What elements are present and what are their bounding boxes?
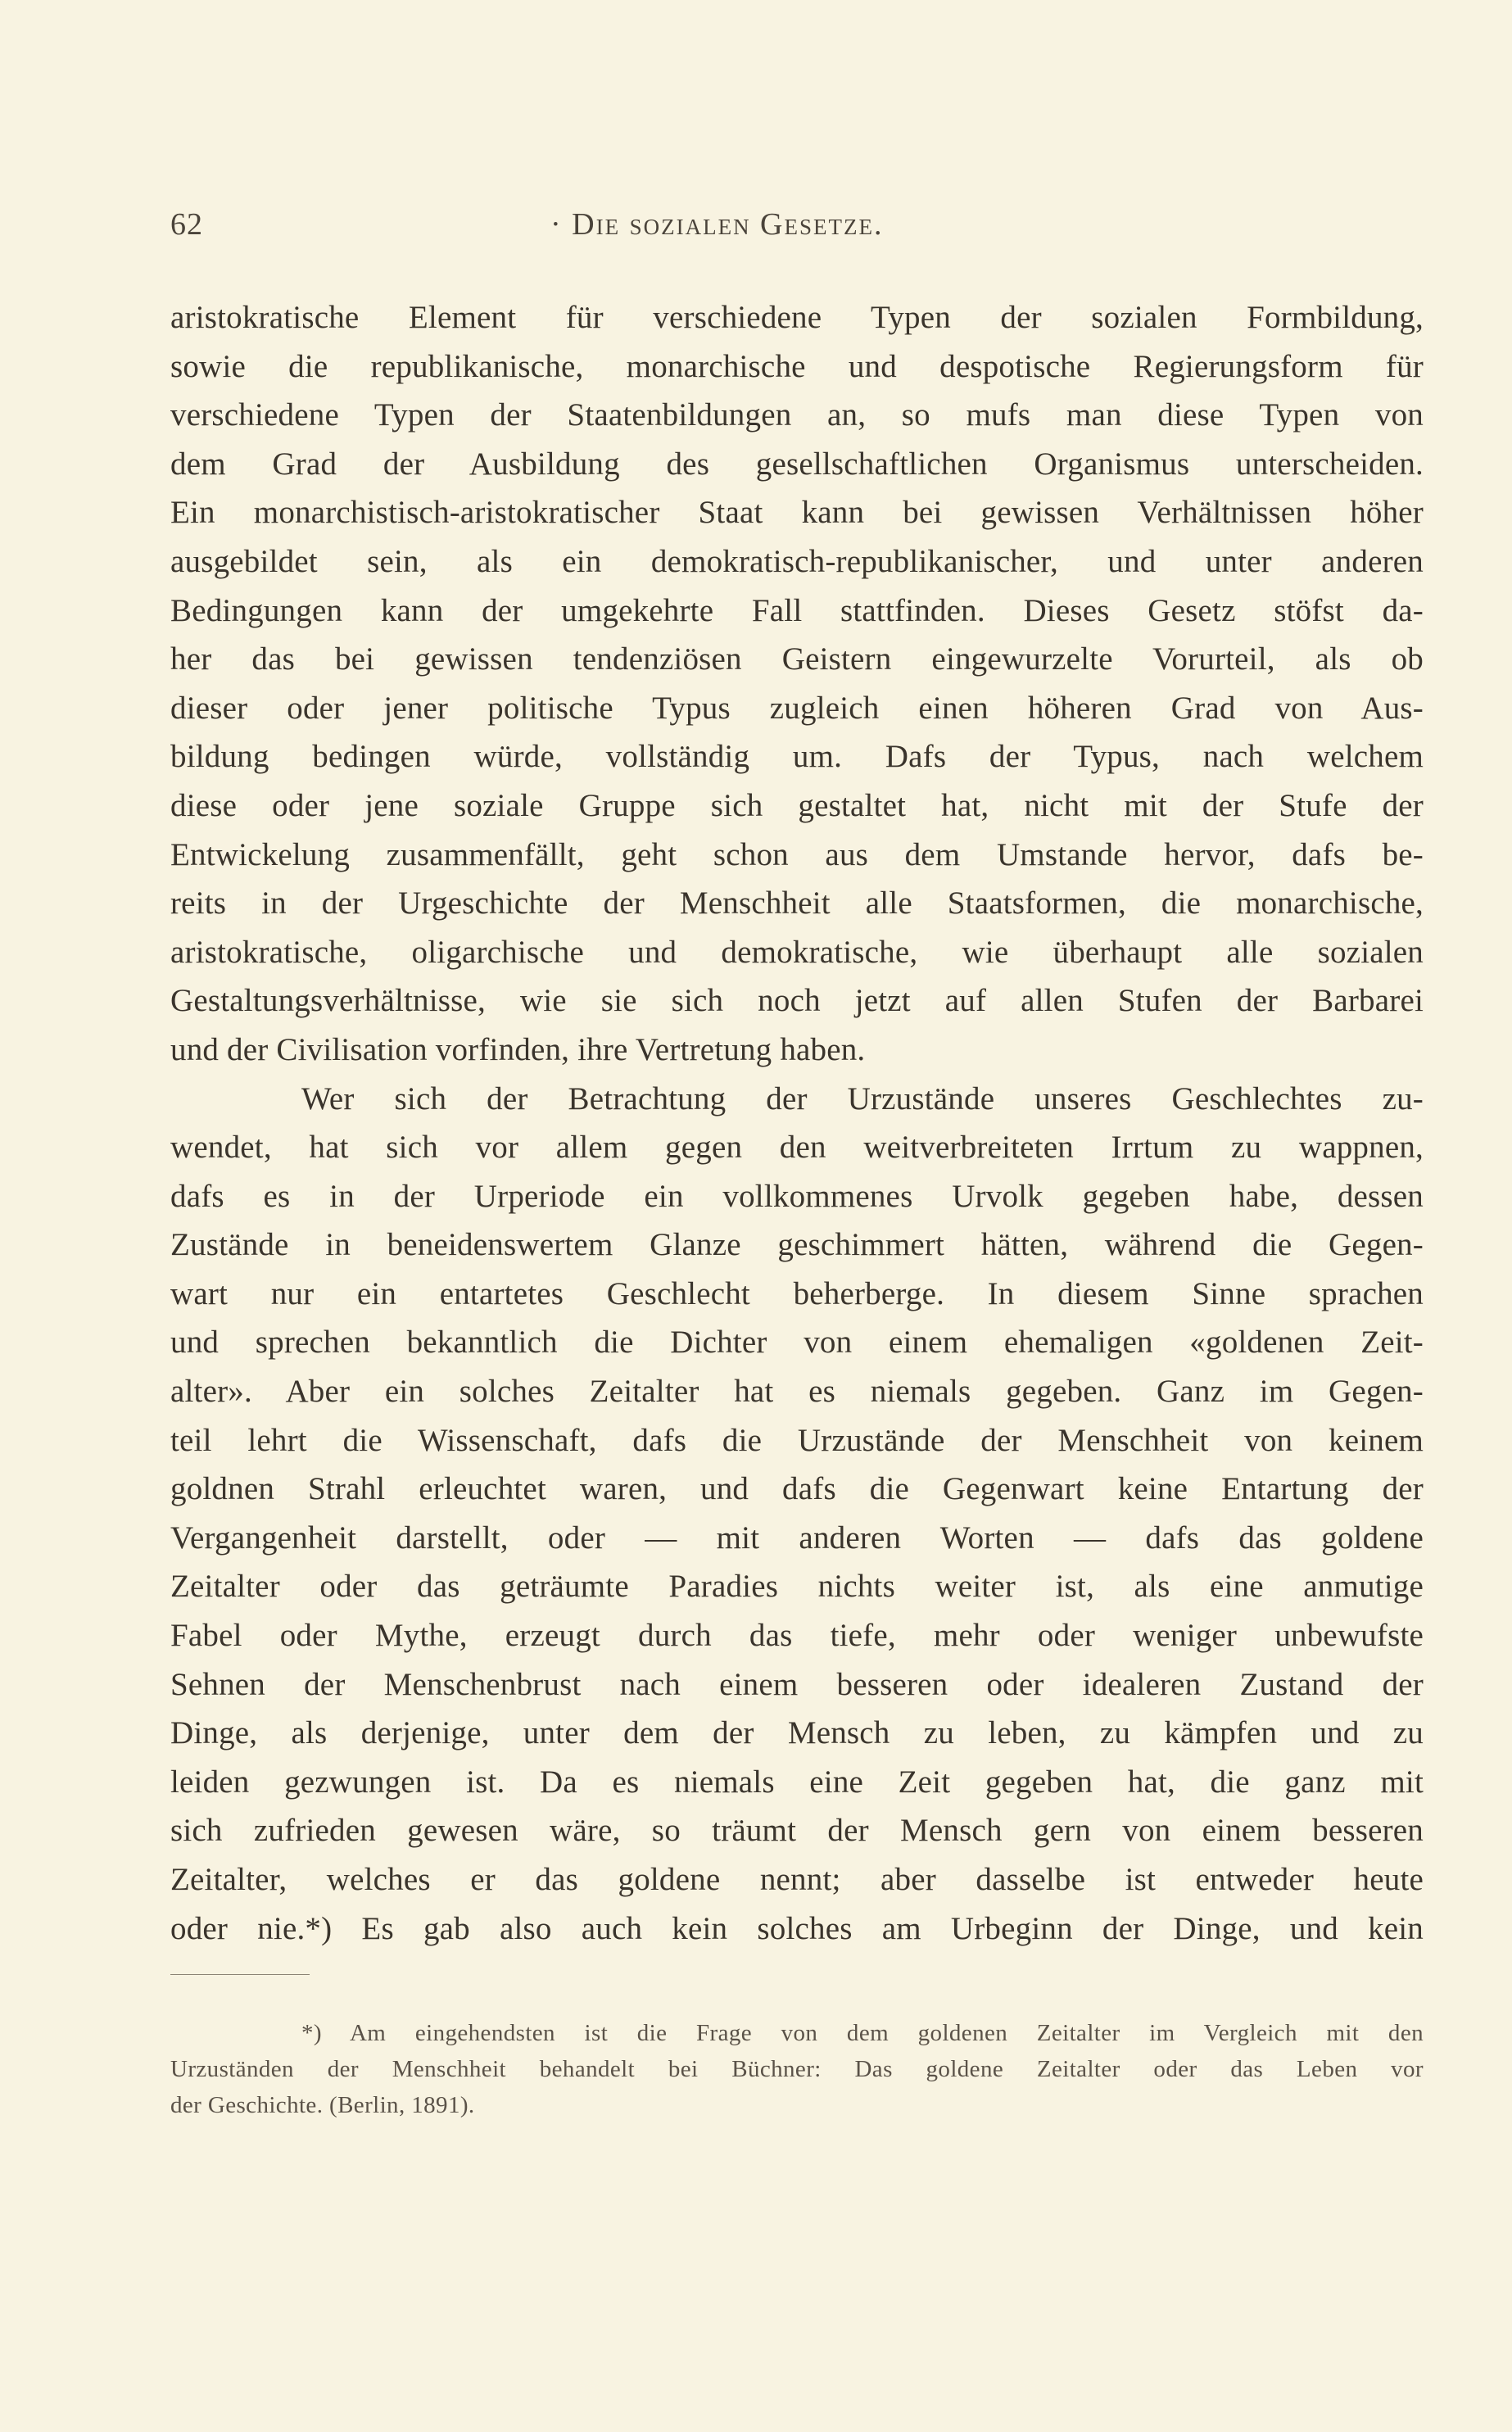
text-line: dafs es in der Urperiode ein vollkommenes Urvolk gegeben habe, dessen	[170, 1178, 1424, 1214]
paragraph-start-line: Wer sich der Betrachtung der Urzustände unseres Geschlechtes zu-	[301, 1080, 1424, 1116]
text-line: Fabel oder Mythe, erzeugt durch das tiefe, mehr oder weniger unbewufste	[170, 1618, 1424, 1654]
text-line: und sprechen bekanntlich die Dichter von einem ehemaligen «goldenen Zeit-	[170, 1325, 1424, 1361]
text-line: Bedingungen kann der umgekehrte Fall stattfinden. Dieses Gesetz stöfst da-	[170, 592, 1424, 628]
text-line: aristokratische Element für verschiedene Typen der sozialen Formbildung,	[170, 300, 1424, 335]
text-line: aristokratische, oligarchische und demokratische, wie überhaupt alle sozialen	[170, 934, 1424, 970]
text-line: reits in der Urgeschichte der Menschheit alle Staatsformen, die monarchische,	[170, 885, 1424, 922]
text-line: dem Grad der Ausbildung des gesellschaftlichen Organismus unterscheiden.	[170, 446, 1424, 482]
text-line: her das bei gewissen tendenziösen Geistern eingewurzelte Vorurteil, als ob	[170, 641, 1424, 677]
text-line: Sehnen der Menschenbrust nach einem besseren oder idealeren Zustand der	[170, 1666, 1424, 1702]
footnote-line: *) Am eingehendsten ist die Frage von dem goldenen Zeitalter im Vergleich mit den	[301, 2020, 1424, 2046]
text-line: Zeitalter oder das geträumte Paradies nichts weiter ist, als eine anmutige	[170, 1569, 1424, 1605]
text-line: dieser oder jener politische Typus zugleich einen höheren Grad von Aus-	[170, 690, 1424, 726]
footnote-line: Urzuständen der Menschheit behandelt bei Büchner: Das goldene Zeitalter oder das Leben vor	[170, 2056, 1424, 2082]
text-line: Dinge, als derjenige, unter dem der Mensch zu leben, zu kämpfen und zu	[170, 1715, 1424, 1751]
text-line: Zustände in beneidenswertem Glanze geschimmert hätten, während die Gegen-	[170, 1227, 1424, 1263]
text-line: leiden gezwungen ist. Da es niemals eine Zeit gegeben hat, die ganz mit	[170, 1764, 1424, 1800]
text-line: diese oder jene soziale Gruppe sich gestaltet hat, nicht mit der Stufe der	[170, 787, 1424, 823]
text-line: oder nie.*) Es gab also auch kein solches am Urbeginn der Dinge, und kein	[170, 1910, 1424, 1946]
body-text	[170, 293, 1424, 1953]
text-line: goldnen Strahl erleuchtet waren, und dafs die Gegenwart keine Entartung der	[170, 1471, 1424, 1507]
running-title: · Die sozialen Gesetze.	[550, 207, 884, 242]
text-line: sowie die republikanische, monarchische und despotische Regierungsform für	[170, 348, 1424, 384]
text-line: Ein monarchistisch-aristokratischer Staat kann bei gewissen Verhältnissen höher	[170, 495, 1424, 531]
text-line: Zeitalter, welches er das goldene nennt; aber dasselbe ist entweder heute	[170, 1862, 1424, 1897]
footnote-line: der Geschichte. (Berlin, 1891).	[170, 2092, 475, 2118]
footnote	[170, 2015, 1424, 2123]
text-line: sich zufrieden gewesen wäre, so träumt der Mensch gern von einem besseren	[170, 1813, 1424, 1849]
text-line: bildung bedingen würde, vollständig um. Dafs der Typus, nach welchem	[170, 739, 1424, 775]
text-line: Entwickelung zusammenfällt, geht schon aus dem Umstande hervor, dafs be-	[170, 836, 1424, 872]
page-number: 62	[170, 207, 203, 242]
text-line: wendet, hat sich vor allem gegen den weitverbreiteten Irrtum zu wappnen,	[170, 1130, 1424, 1166]
text-line: alter». Aber ein solches Zeitalter hat es niemals gegeben. Ganz im Gegen-	[170, 1374, 1424, 1410]
text-line: Vergangenheit darstellt, oder — mit anderen Worten — dafs das goldene	[170, 1519, 1424, 1556]
text-line: Gestaltungsverhältnisse, wie sie sich noch jetzt auf allen Stufen der Barbarei	[170, 983, 1424, 1019]
paragraph-end-line: und der Civilisation vorfinden, ihre Vertretung haben.	[170, 1031, 866, 1067]
footnote-divider	[170, 1974, 310, 1975]
text-line: wart nur ein entartetes Geschlecht beherberge. In diesem Sinne sprachen	[170, 1275, 1424, 1311]
text-line: verschiedene Typen der Staatenbildungen an, so mufs man diese Typen von	[170, 397, 1424, 433]
text-line: ausgebildet sein, als ein demokratisch-republikanischer, und unter anderen	[170, 543, 1424, 579]
text-line: teil lehrt die Wissenschaft, dafs die Urzustände der Menschheit von keinem	[170, 1422, 1424, 1458]
page-header	[170, 206, 1424, 256]
